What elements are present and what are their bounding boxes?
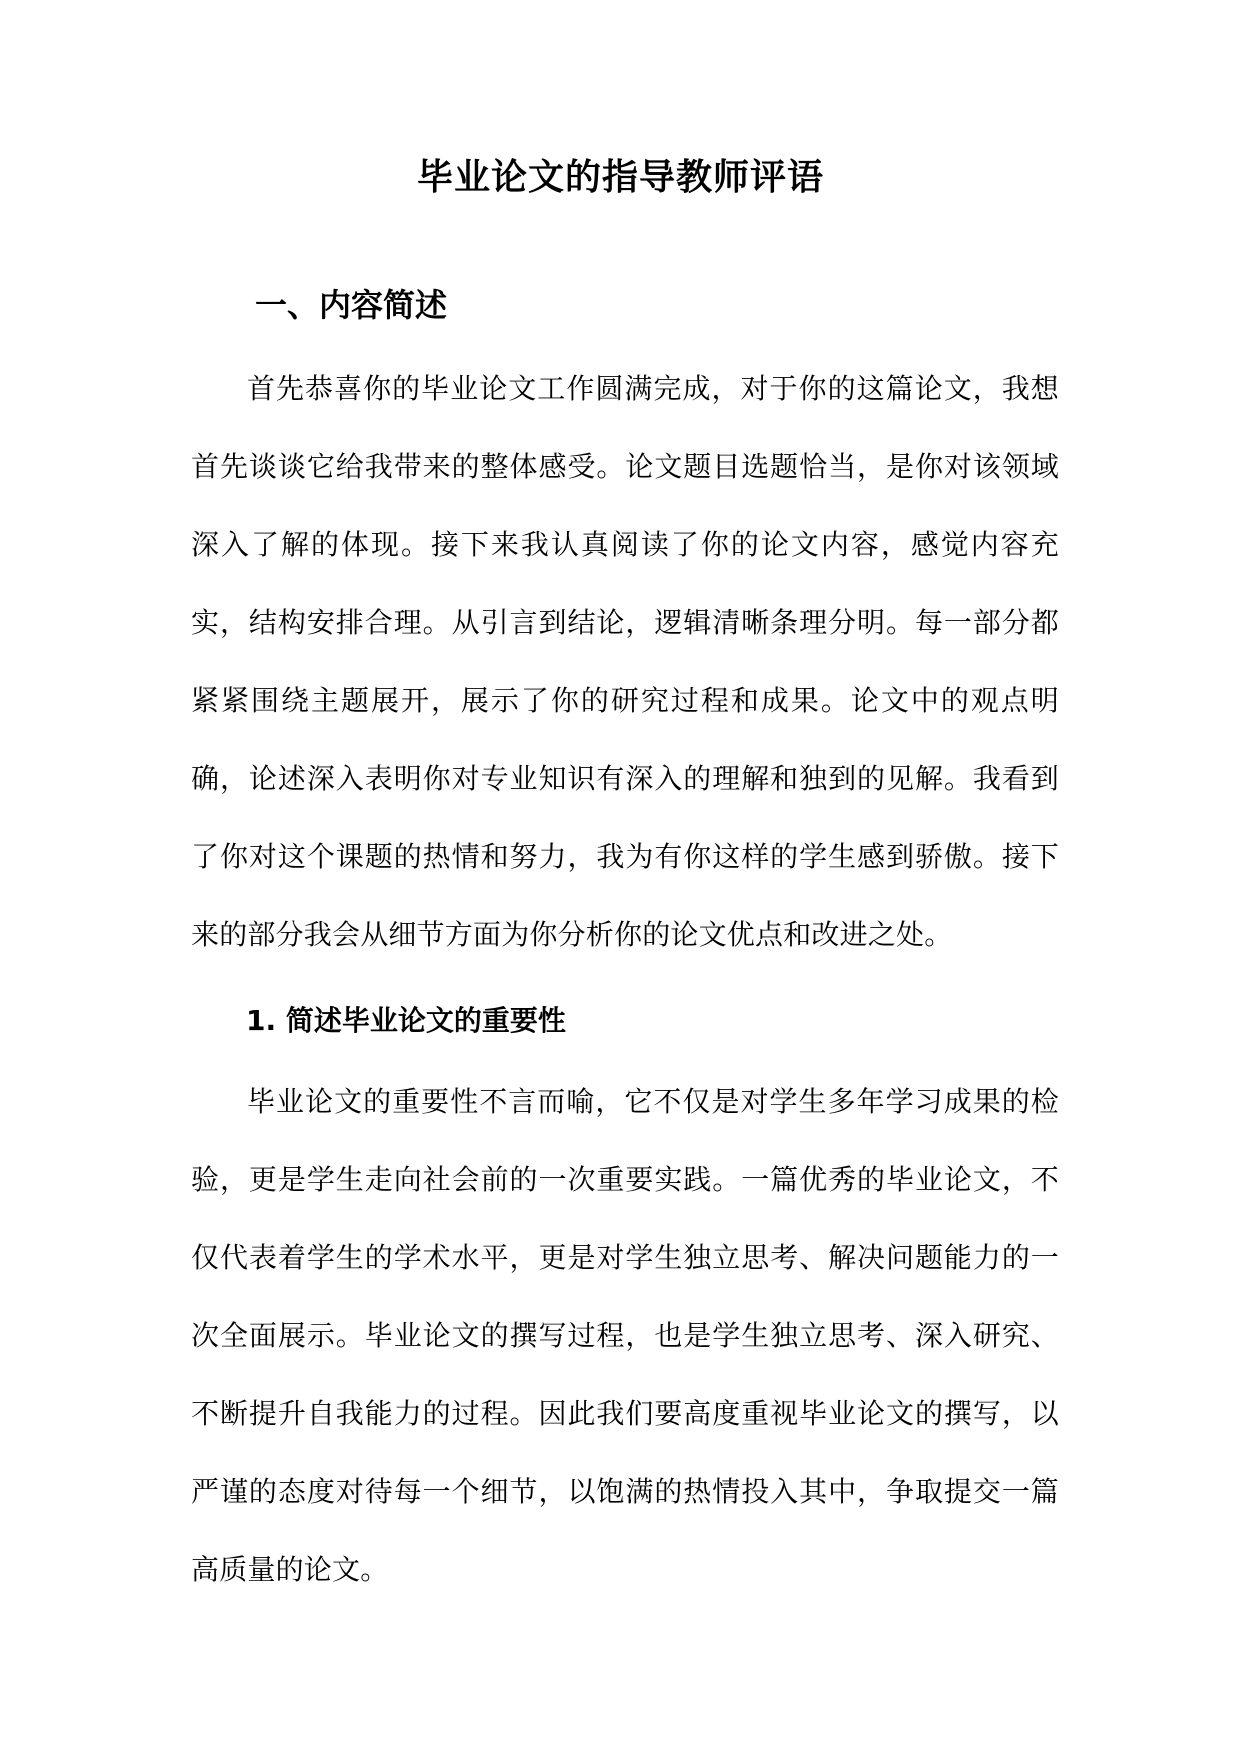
paragraph-importance: 毕业论文的重要性不言而喻，它不仅是对学生多年学习成果的检验，更是学生走向社会前的一次重要实践。一篇优秀的毕业论文，不仅代表着学生的学术水平，更是对学生独立思考、解决问题能力的一次全面展示。毕业论文的撰写过程，也是学生独立思考、深入研究、不断提升自我能力的过程。因此我们要高度重视毕业论文的撰写，以严谨的态度对待每一个细节，以饱满的热情投入其中，争取提交一篇高质量的论文。	[191, 1085, 1059, 1586]
paragraph-content-summary: 首先恭喜你的毕业论文工作圆满完成，对于你的这篇论文，我想首先谈谈它给我带来的整体感受。论文题目选题恰当，是你对该领域深入了解的体现。接下来我认真阅读了你的论文内容，感觉内容充实，结构安排合理。从引言到结论，逻辑清晰条理分明。每一部分都紧紧围绕主题展开，展示了你的研究过程和成果。论文中的观点明确，论述深入表明你对专业知识有深入的理解和独到的见解。我看到了你对这个课题的热情和努力，我为有你这样的学生感到骄傲。接下来的部分我会从细节方面为你分析你的论文优点和改进之处。	[191, 372, 1059, 951]
subsection-heading-importance: 1. 简述毕业论文的重要性	[246, 1004, 566, 1037]
section-heading-content-summary: 一、内容简述	[255, 286, 448, 324]
document-title: 毕业论文的指导教师评语	[416, 157, 824, 198]
